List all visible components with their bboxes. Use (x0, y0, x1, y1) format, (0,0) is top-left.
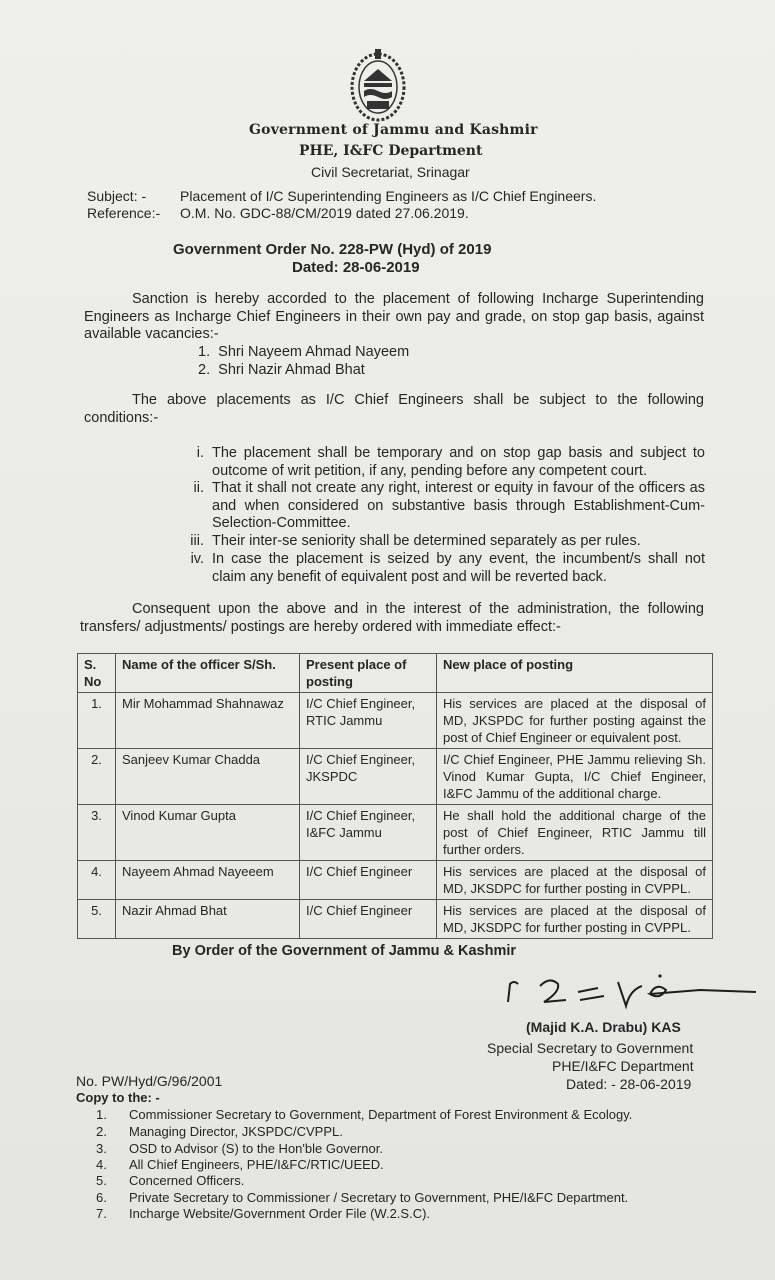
state-emblem-icon (348, 45, 408, 125)
subject-text: Placement of I/C Superintending Engineers as I/C Chief Engineers. (180, 188, 597, 204)
copy-item: 5. Concerned Officers. (96, 1173, 245, 1188)
copy-item: 1. Commissioner Secretary to Government, Department of Forest Environment & Ecology. (96, 1107, 633, 1122)
sanction-paragraph: Sanction is hereby accorded to the placement of following Incharge Superintending Engineers as Incharge Chief Engineers in their own pay and grade, on stop gap basis, against available vacancies:- (84, 291, 704, 342)
cell-present: I/C Chief Engineer, RTIC Jammu (300, 693, 437, 749)
cell-new: I/C Chief Engineer, PHE Jammu relieving Sh. Vinod Kumar Gupta, I/C Chief Engineer, I&FC Jammu of the additional charge. (437, 749, 713, 805)
reference-label: Reference:- (87, 205, 161, 221)
condition-item: iii. Their inter-se seniority shall be determined separately as per rules. (190, 533, 641, 549)
copy-to-label: Copy to the: - (76, 1090, 160, 1105)
department-heading: PHE, I&FC Department (299, 143, 483, 159)
table-row (78, 900, 713, 939)
cell-present: I/C Chief Engineer (300, 861, 437, 900)
cell-name: Nazir Ahmad Bhat (116, 900, 300, 939)
order-title: Government Order No. 228-PW (Hyd) of 2019 (173, 241, 492, 258)
table-row (78, 861, 713, 900)
subject-label: Subject: - (87, 188, 147, 204)
postings-table (77, 653, 713, 939)
copy-item: 4. All Chief Engineers, PHE/I&FC/RTIC/UEED. (96, 1157, 384, 1172)
signatory-name: (Majid K.A. Drabu) KAS (526, 1019, 681, 1035)
table-row (78, 693, 713, 749)
table-row (78, 749, 713, 805)
cell-name: Mir Mohammad Shahnawaz (116, 693, 300, 749)
reference-text: O.M. No. GDC-88/CM/2019 dated 27.06.2019. (180, 205, 469, 221)
cell-sno: 3. (78, 805, 116, 861)
cell-new: He shall hold the additional charge of the post of Chief Engineer, RTIC Jammu till further orders. (437, 805, 713, 861)
copy-item: 6. Private Secretary to Commissioner / Secretary to Government, PHE/I&FC Department. (96, 1190, 629, 1205)
file-number: No. PW/Hyd/G/96/2001 (76, 1073, 223, 1089)
header-new: New place of posting (437, 654, 713, 693)
copy-item: 7. Incharge Website/Government Order File (W.2.S.C). (96, 1206, 431, 1221)
cell-new: His services are placed at the disposal of MD, JKSDPC for further posting in CVPPL. (437, 861, 713, 900)
header-sno: S. No (78, 654, 116, 693)
table-header-row (78, 654, 713, 693)
condition-item: iv. In case the placement is seized by any event, the incumbent/s shall not claim any benefit of equivalent post and will be reverted back. (190, 551, 705, 585)
cell-sno: 4. (78, 861, 116, 900)
cell-name: Nayeem Ahmad Nayeeem (116, 861, 300, 900)
cell-sno: 5. (78, 900, 116, 939)
signatory-designation: Special Secretary to Government (487, 1040, 694, 1056)
header-name: Name of the officer S/Sh. (116, 654, 300, 693)
government-heading: Government of Jammu and Kashmir (249, 122, 538, 138)
cell-sno: 1. (78, 693, 116, 749)
list-item: 2. Shri Nazir Ahmad Bhat (198, 362, 365, 378)
order-date: Dated: 28-06-2019 (292, 259, 420, 276)
signature (500, 970, 760, 1010)
cell-name: Sanjeev Kumar Chadda (116, 749, 300, 805)
by-order-line: By Order of the Government of Jammu & Kashmir (172, 943, 517, 959)
cell-new: His services are placed at the disposal of MD, JKSPDC for further posting against the post of Chief Engineer or equivalent post. (437, 693, 713, 749)
list-item: 1. Shri Nayeem Ahmad Nayeem (198, 344, 410, 360)
header-present: Present place of posting (300, 654, 437, 693)
condition-item: i. The placement shall be temporary and on stop gap basis and subject to outcome of writ petition, if any, pending before any competent court. (196, 445, 705, 479)
cell-new: His services are placed at the disposal of MD, JKSDPC for further posting in CVPPL. (437, 900, 713, 939)
cell-present: I/C Chief Engineer (300, 900, 437, 939)
copy-item: 2. Managing Director, JKSPDC/CVPPL. (96, 1124, 343, 1139)
conditions-paragraph: The above placements as I/C Chief Engineers shall be subject to the following conditions:- (84, 392, 704, 426)
table-row (78, 805, 713, 861)
signatory-department: PHE/I&FC Department (552, 1058, 694, 1074)
copy-item: 3. OSD to Advisor (S) to the Hon'ble Governor. (96, 1141, 383, 1156)
office-address: Civil Secretariat, Srinagar (311, 164, 470, 180)
condition-item: ii. That it shall not create any right, interest or equity in favour of the officers as and when considered on substantive basis through Establishment-Cum-Selection-Committee. (193, 480, 705, 531)
cell-present: I/C Chief Engineer, JKSPDC (300, 749, 437, 805)
cell-sno: 2. (78, 749, 116, 805)
cell-name: Vinod Kumar Gupta (116, 805, 300, 861)
postings-paragraph: Consequent upon the above and in the interest of the administration, the following transfers/ adjustments/ postings are hereby ordered with immediate effect:- (80, 601, 704, 635)
signatory-date: Dated: - 28-06-2019 (566, 1076, 692, 1092)
cell-present: I/C Chief Engineer, I&FC Jammu (300, 805, 437, 861)
